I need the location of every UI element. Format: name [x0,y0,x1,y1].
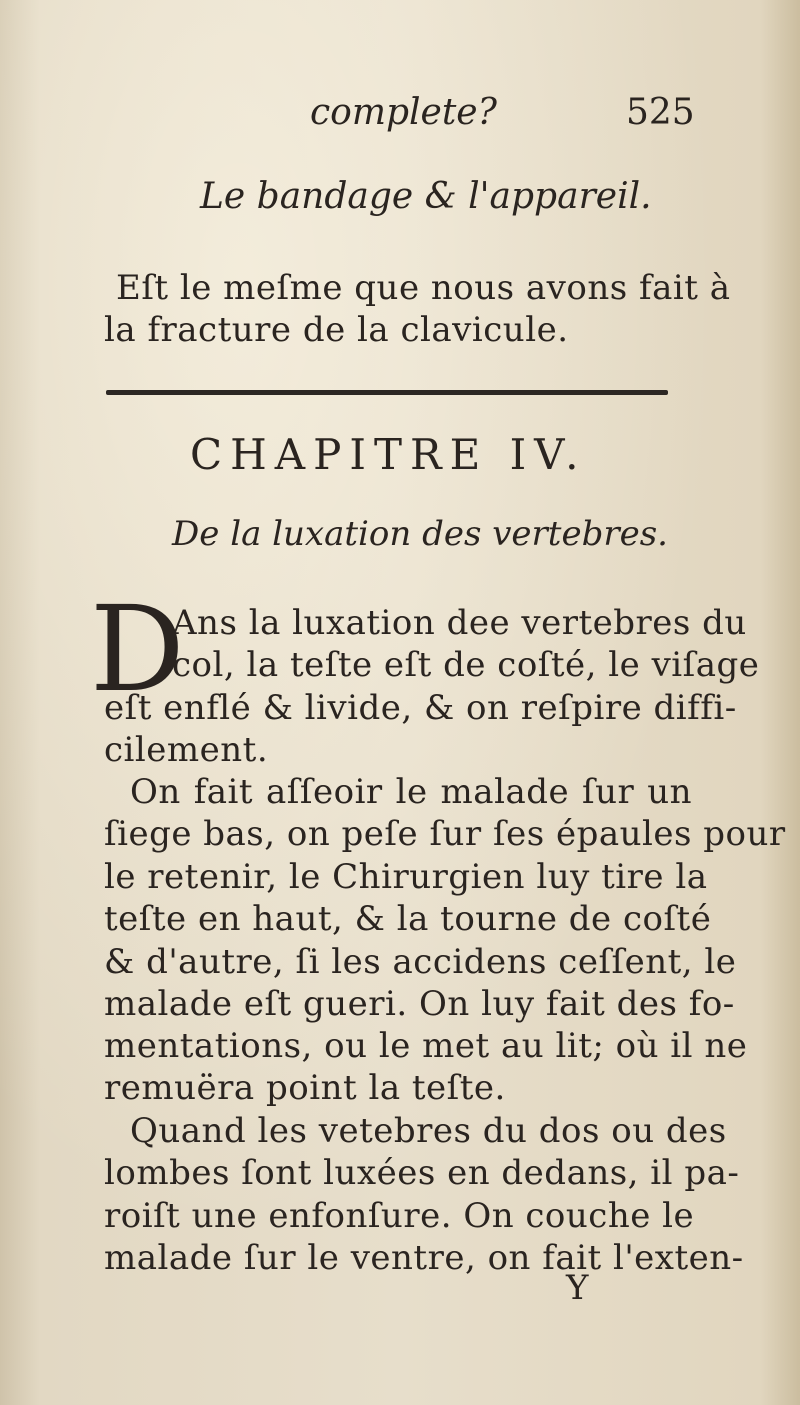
paragraph-line: roiſt une enfonſure. On couche le [104,1196,695,1236]
paragraph-line: malade eſt gueri. On luy fait des fo- [104,984,735,1024]
paragraph-line: eſt enflé & livide, & on reſpire diffi- [104,688,737,728]
running-head: complete? [310,92,497,133]
paragraph-line: le retenir, le Chirurgien luy tire la [104,857,708,897]
paragraph-line: On fait aſſeoir le malade ſur un [130,772,692,812]
drop-cap: D [90,580,185,718]
paragraph-line: lombes ſont luxées en dedans, il pa- [104,1153,740,1193]
chapter-subtitle: De la luxation des vertebres. [172,514,668,554]
paragraph-line: Ans la luxation dee vertebres du [172,603,747,643]
paragraph-line: mentations, ou le met au lit; où il ne [104,1026,748,1066]
paragraph-line: remuëra point la teſte. [104,1068,506,1108]
paragraph-line: Quand les vetebres du dos ou des [130,1111,727,1151]
paragraph-line: col, la teſte eſt de coſté, le viſage [172,645,760,685]
paragraph-line: ſiege bas, on peſe ſur ſes épaules pour [104,814,786,854]
chapter-heading: CHAPITRE IV. [190,430,587,479]
paragraph-line: & d'autre, ſi les accidens ceſſent, le [104,942,737,982]
catchword: Y [566,1268,589,1308]
section-line: la fracture de la clavicule. [104,310,569,350]
section-title: Le bandage & l'appareil. [200,176,652,217]
paragraph-line: malade ſur le ventre, on fait l'exten- [104,1238,744,1278]
paragraph-line: teſte en haut, & la tourne de coſté [104,899,712,939]
horizontal-rule [106,390,668,395]
page-number: 525 [626,92,695,133]
section-line: Eſt le meſme que nous avons fait à [116,268,731,308]
paragraph-line: cilement. [104,730,269,770]
